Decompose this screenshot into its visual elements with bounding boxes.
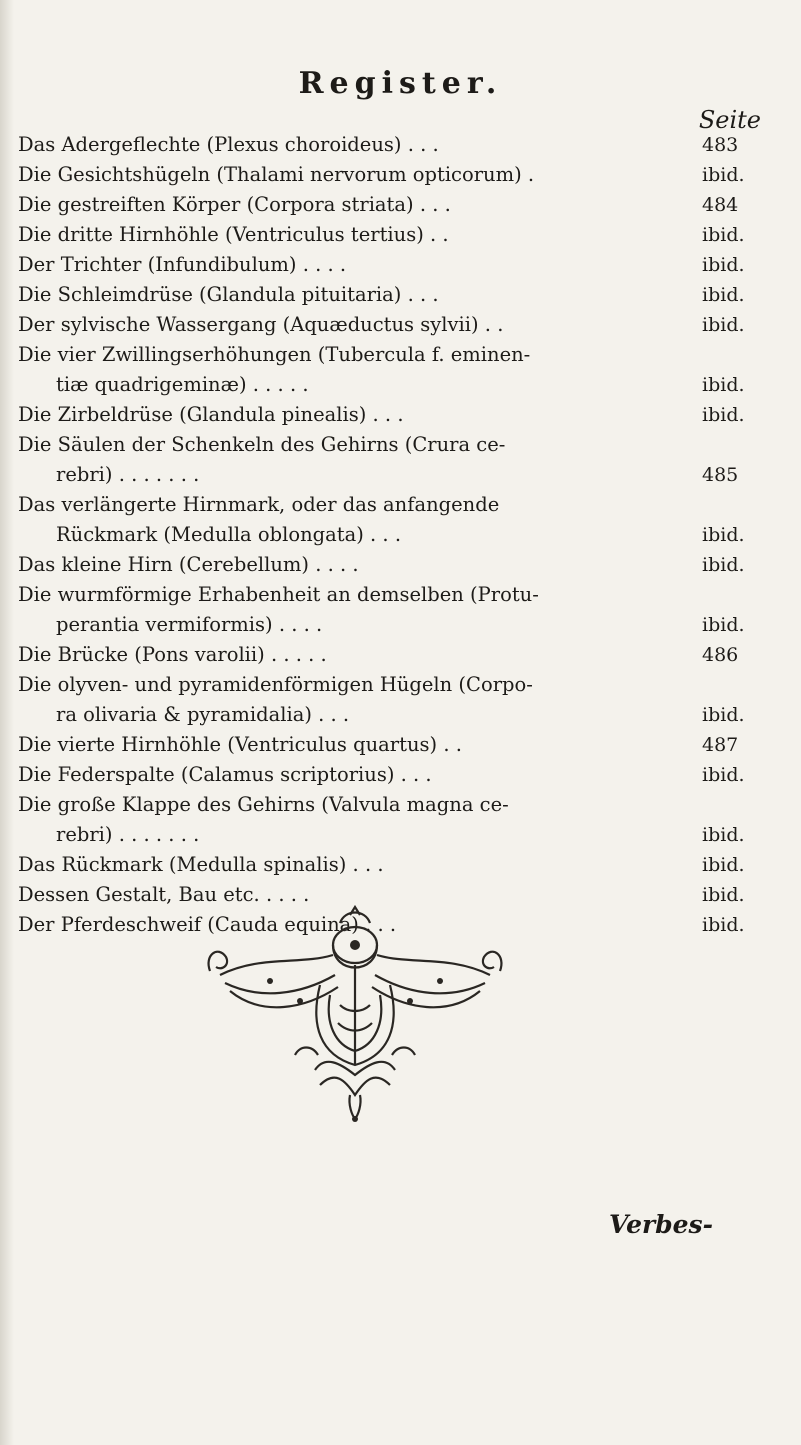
entry-continuation: tiæ quadrigeminæ) . . . . . [56, 373, 309, 396]
entry-text: Die gestreiften Körper (Corpora striata) . . . [18, 193, 451, 216]
entry-page-number: ibid. [702, 554, 745, 576]
entry-text: Der sylvische Wassergang (Aquæductus sylvii) . . [18, 313, 504, 336]
entry-page-number: ibid. [702, 164, 745, 186]
entry-text: Die wurmförmige Erhabenheit an demselben (Protu- [18, 583, 539, 606]
entry-continuation: perantia vermiformis) . . . . [56, 613, 323, 636]
entry-page-number: ibid. [702, 824, 745, 846]
register-entry [18, 160, 766, 190]
entry-page-number: ibid. [702, 914, 745, 936]
entry-page-number: 487 [702, 734, 739, 756]
entry-text: Das Adergeflechte (Plexus choroideus) . . . [18, 133, 439, 156]
entry-page-number: 486 [702, 644, 739, 666]
entry-page-number: ibid. [702, 854, 745, 876]
entry-text: Die dritte Hirnhöhle (Ventriculus tertius) . . [18, 223, 449, 246]
entry-text: Die olyven- und pyramidenförmigen Hügeln (Corpo- [18, 673, 533, 696]
register-entry [18, 670, 766, 730]
register-entry [18, 760, 766, 790]
register-entry [18, 190, 766, 220]
register-entry [18, 430, 766, 490]
entry-text: Die Säulen der Schenkeln des Gehirns (Crura ce- [18, 433, 506, 456]
entry-continuation: ra olivaria & pyramidalia) . . . [56, 703, 350, 726]
page-edge-shadow [0, 0, 14, 1445]
register-entry [18, 490, 766, 550]
entry-text: Der Pferdeschweif (Cauda equina) . . . [18, 913, 397, 936]
entry-page-number: ibid. [702, 314, 745, 336]
register-entry [18, 220, 766, 250]
register-entries [18, 130, 766, 940]
entry-page-number: ibid. [702, 764, 745, 786]
register-entry [18, 310, 766, 340]
entry-page-number: ibid. [702, 884, 745, 906]
entry-continuation: Rückmark (Medulla oblongata) . . . [56, 523, 402, 546]
entry-text: Die Brücke (Pons varolii) . . . . . [18, 643, 327, 666]
register-entry [18, 790, 766, 850]
entry-page-number: 483 [702, 134, 739, 156]
register-entry [18, 250, 766, 280]
register-entry [18, 550, 766, 580]
entry-page-number: ibid. [702, 374, 745, 396]
register-entry [18, 130, 766, 160]
entry-page-number: ibid. [702, 404, 745, 426]
entry-page-number: ibid. [702, 524, 745, 546]
entry-text: Das Rückmark (Medulla spinalis) . . . [18, 853, 384, 876]
catchword: Verbes- [608, 1210, 713, 1239]
entry-page-number: ibid. [702, 224, 745, 246]
entry-page-number: ibid. [702, 254, 745, 276]
entry-text: Die Zirbeldrüse (Glandula pinealis) . . . [18, 403, 404, 426]
entry-page-number: ibid. [702, 614, 745, 636]
register-entry [18, 400, 766, 430]
register-entry [18, 850, 766, 880]
entry-page-number: 484 [702, 194, 739, 216]
entry-page-number: 485 [702, 464, 739, 486]
entry-text: Die vier Zwillingserhöhungen (Tubercula f. eminen- [18, 343, 531, 366]
entry-text: Die Federspalte (Calamus scriptorius) . . . [18, 763, 432, 786]
entry-page-number: ibid. [702, 284, 745, 306]
page-column-heading: Seite [698, 106, 761, 134]
register-entry [18, 280, 766, 310]
register-entry [18, 580, 766, 640]
entry-text: Das verlängerte Hirnmark, oder das anfangende [18, 493, 500, 516]
register-entry [18, 340, 766, 400]
entry-continuation: rebri) . . . . . . . [56, 463, 200, 486]
entry-text: Die vierte Hirnhöhle (Ventriculus quartus) . . [18, 733, 462, 756]
entry-text: Die Gesichtshügeln (Thalami nervorum opticorum) . [18, 163, 535, 186]
entry-text: Der Trichter (Infundibulum) . . . . [18, 253, 347, 276]
ornament-vignette-icon [200, 905, 510, 1125]
entry-text: Dessen Gestalt, Bau etc. . . . . [18, 883, 310, 906]
entry-page-number: ibid. [702, 704, 745, 726]
entry-text: Die Schleimdrüse (Glandula pituitaria) . . . [18, 283, 439, 306]
register-entry [18, 640, 766, 670]
entry-text: Die große Klappe des Gehirns (Valvula magna ce- [18, 793, 509, 816]
running-head: Register. [298, 66, 503, 101]
entry-continuation: rebri) . . . . . . . [56, 823, 200, 846]
register-entry [18, 730, 766, 760]
entry-text: Das kleine Hirn (Cerebellum) . . . . [18, 553, 359, 576]
